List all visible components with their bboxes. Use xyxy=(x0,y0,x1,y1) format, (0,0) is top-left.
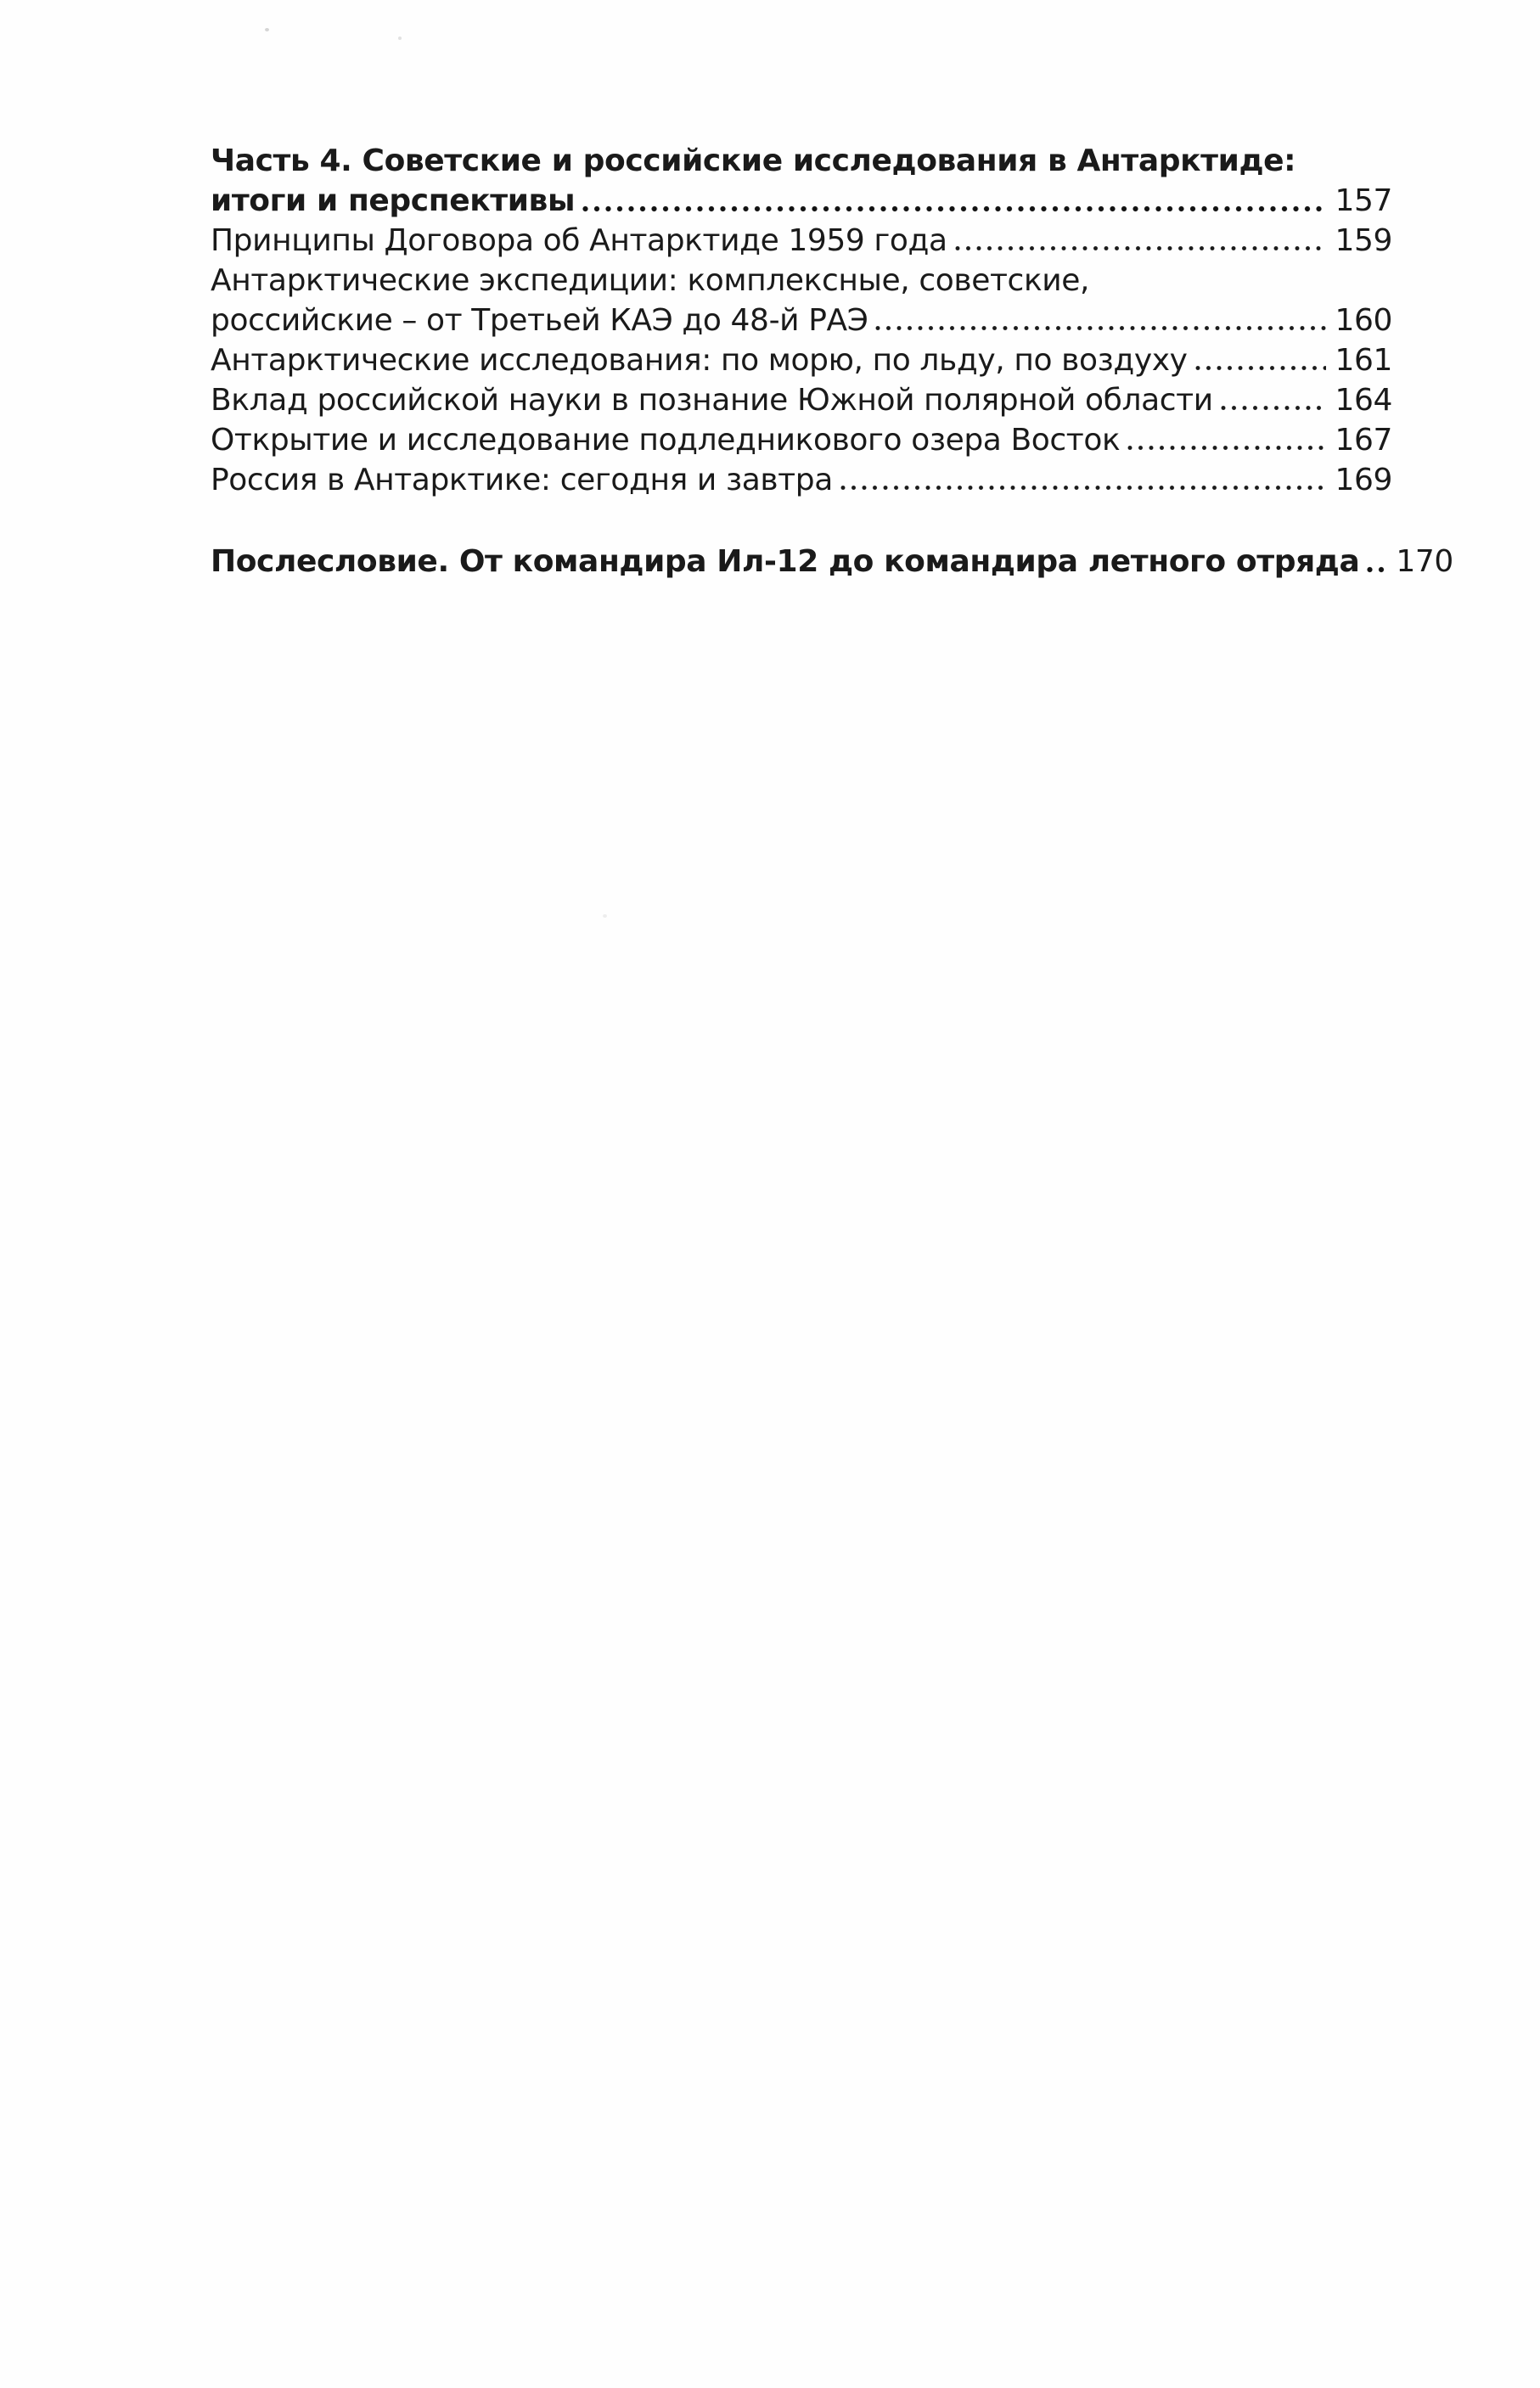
toc-entry-text: итоги и перспективы xyxy=(211,183,576,218)
toc-page-number: 161 xyxy=(1335,343,1392,378)
scan-speck xyxy=(650,362,655,366)
toc-entry-research-sea-ice-air xyxy=(211,340,1392,380)
toc-page-number: 167 xyxy=(1335,423,1392,458)
toc-part4-heading-line1: Часть 4. Советские и российские исследования в Антарктиде: xyxy=(211,143,1296,178)
toc-entry-afterword xyxy=(211,542,1453,582)
scan-speck xyxy=(603,914,607,918)
toc-page-number: 159 xyxy=(1335,223,1392,258)
toc-entry-text: Вклад российской науки в познание Южной полярной области xyxy=(211,383,1213,418)
scan-speck xyxy=(398,37,402,40)
toc-entry-treaty-principles xyxy=(211,221,1392,261)
scan-speck xyxy=(370,562,374,565)
scan-speck xyxy=(265,28,269,31)
dot-leader xyxy=(1367,566,1387,573)
dot-leader xyxy=(1195,365,1327,371)
toc-entry-text: Принципы Договора об Антарктиде 1959 года xyxy=(211,223,947,258)
toc-entry-text: российские – от Третьей КАЭ до 48-й РАЭ xyxy=(211,303,868,338)
toc-entry-russia-today-tomorrow xyxy=(211,460,1392,500)
toc-entry-part4 xyxy=(211,181,1392,221)
toc-page-number: 170 xyxy=(1396,544,1453,579)
toc-entry-science-contribution xyxy=(211,380,1392,420)
dot-leader xyxy=(582,205,1326,212)
toc-entry-text: Открытие и исследование подледникового озера Восток xyxy=(211,423,1121,458)
toc-entry-text: Антарктические исследования: по морю, по льду, по воздуху xyxy=(211,343,1188,378)
toc-entry-lake-vostok xyxy=(211,420,1392,460)
toc-expeditions-line1: Антарктические экспедиции: комплексные, советские, xyxy=(211,263,1090,298)
toc-entry-text: Россия в Антарктике: сегодня и завтра xyxy=(211,463,833,497)
toc-entry-expeditions xyxy=(211,301,1392,340)
table-of-contents xyxy=(211,141,1453,582)
toc-page-number: 169 xyxy=(1335,463,1392,497)
dot-leader xyxy=(840,485,1327,491)
dot-leader xyxy=(1127,445,1326,451)
toc-page-number: 160 xyxy=(1335,303,1392,338)
toc-entry-text: Послесловие. От командира Ил-12 до командира летного отряда xyxy=(211,544,1360,579)
dot-leader xyxy=(955,245,1327,251)
dot-leader xyxy=(875,325,1326,331)
dot-leader xyxy=(1221,405,1327,411)
toc-page-number: 164 xyxy=(1335,383,1392,418)
toc-page-number: 157 xyxy=(1335,183,1392,218)
